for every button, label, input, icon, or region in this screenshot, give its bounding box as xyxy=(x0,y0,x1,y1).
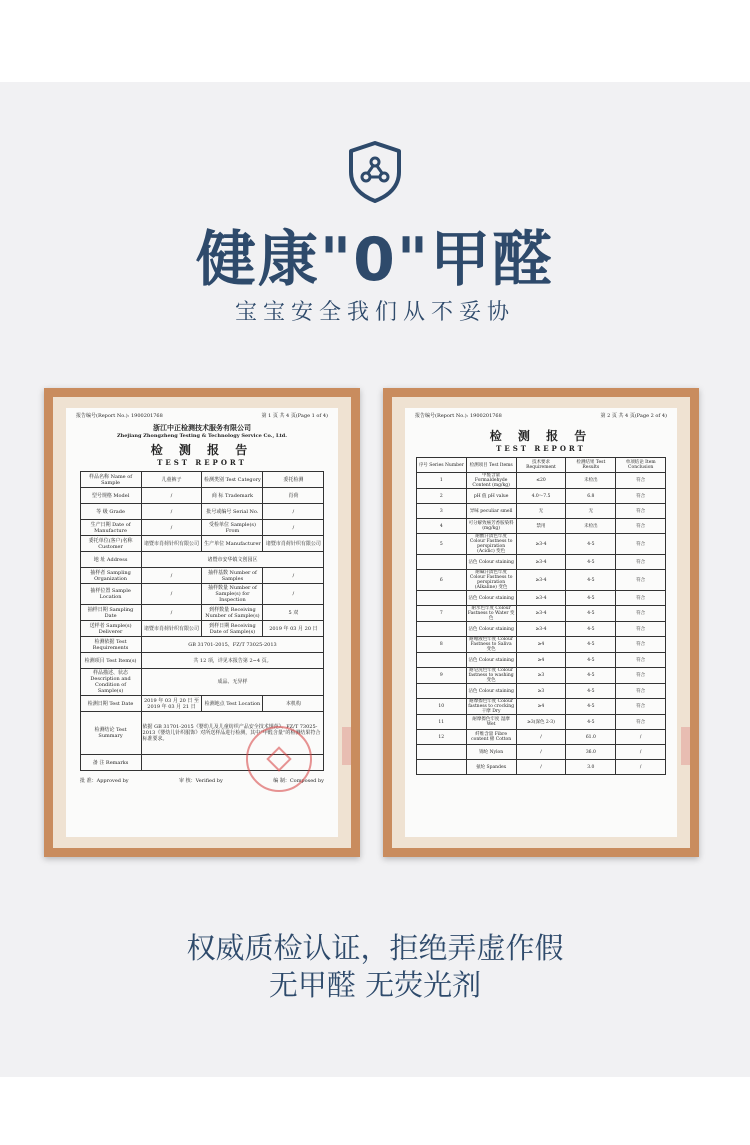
table-cell: 符合 xyxy=(616,591,666,606)
table-row xyxy=(416,745,665,760)
table-cell: ≥3-4 xyxy=(516,555,566,570)
table-cell: 商 标 Trademark xyxy=(202,488,263,504)
table-cell: 耐摩擦色牢度 湿摩 Wet xyxy=(466,715,516,730)
table-cell: 耐皂洗色牢度 Colour fastness to washing 变色 xyxy=(466,668,516,684)
table-row xyxy=(80,696,324,712)
table-cell: 委托单位(客户)名称 Customer xyxy=(80,536,141,552)
table-cell: 氨纶 Spandex xyxy=(466,760,516,775)
table-row xyxy=(80,637,324,653)
table-cell: 沾色 Colour staining xyxy=(466,653,516,668)
test-report-page-2 xyxy=(405,408,677,837)
table-cell: 抽样者 Sampling Organization xyxy=(80,568,141,584)
table-cell: 6.8 xyxy=(566,489,616,504)
table-cell: 4-5 xyxy=(566,684,616,699)
table-row xyxy=(80,520,324,536)
table-cell: 1 xyxy=(416,473,466,489)
table-cell xyxy=(416,760,466,775)
table-row xyxy=(416,760,665,775)
table-cell: 甲醛含量 Formaldehyde Content (mg/kg) xyxy=(466,473,516,489)
table-cell: / xyxy=(141,520,202,536)
table-cell: 沾色 Colour staining xyxy=(466,591,516,606)
table-cell: 抽样日期 Sampling Date xyxy=(80,605,141,621)
table-cell: 地 址 Address xyxy=(80,552,141,568)
table-cell: 6 xyxy=(416,570,466,591)
table-cell: 耐碱汗渍色牢度 Colour Fastness to perspiration (Alkaline) 变色 xyxy=(466,570,516,591)
page-number: 第 2 页 共 4 页(Page 2 of 4) xyxy=(600,413,667,419)
table-cell: 符合 xyxy=(616,473,666,489)
table-header-cell: 检测结果 Test Results xyxy=(566,458,616,473)
table-cell: / xyxy=(141,504,202,520)
table-cell xyxy=(416,555,466,570)
table-cell: 4-5 xyxy=(566,555,616,570)
report-header-line xyxy=(66,408,338,419)
table-cell: ≥3 xyxy=(516,668,566,684)
table-cell: 生产日期 Date of Manufacture xyxy=(80,520,141,536)
table-cell xyxy=(416,684,466,699)
table-cell: 符合 xyxy=(616,684,666,699)
table-cell: 3 xyxy=(416,504,466,519)
table-row xyxy=(416,519,665,534)
table-cell: 耐酸汗渍色牢度 Colour Fastness to perspiration (Acidic) 变色 xyxy=(466,534,516,555)
table-cell: 2019 年 03 月 20 日 xyxy=(263,621,324,637)
table-cell: 36.0 xyxy=(566,745,616,760)
table-row xyxy=(416,668,665,684)
table-cell: / xyxy=(263,584,324,605)
table-cell: / xyxy=(616,745,666,760)
table-cell: 4-5 xyxy=(566,715,616,730)
table-header-cell: 检测项目 Test Items xyxy=(466,458,516,473)
table-row xyxy=(80,488,324,504)
table-cell: ≥4 xyxy=(516,637,566,653)
table-cell: 符合 xyxy=(616,489,666,504)
table-cell: 样品描述、状态 Description and Condition of Sample(s) xyxy=(80,669,141,696)
table-cell: / xyxy=(141,605,202,621)
table-cell: 检测日期 Test Date xyxy=(80,696,141,712)
table-cell: 12 xyxy=(416,730,466,745)
table-cell: 符合 xyxy=(616,504,666,519)
table-cell: 4-5 xyxy=(566,534,616,555)
report-title-en: TEST REPORT xyxy=(496,444,586,453)
table-row xyxy=(80,669,324,696)
page-number: 第 1 页 共 4 页(Page 1 of 4) xyxy=(261,413,328,419)
table-cell: 本机构 xyxy=(263,696,324,712)
table-cell: 沾色 Colour staining xyxy=(466,684,516,699)
table-cell: 符合 xyxy=(616,622,666,637)
table-header-cell: 单项结论 Item Conclusion xyxy=(616,458,666,473)
organization-name-en: Zhejiang Zhongzheng Testing & Technology Service Co., Ltd. xyxy=(116,433,288,439)
table-cell xyxy=(416,653,466,668)
table-cell: 4-5 xyxy=(566,606,616,622)
table-row xyxy=(416,504,665,519)
organization-name: 浙江中正检测技术服务有限公司 xyxy=(153,423,251,432)
side-seal-stamp xyxy=(342,727,351,765)
table-row xyxy=(80,472,324,488)
table-cell: 诸暨市肖荷针织有限公司 xyxy=(263,536,324,552)
table-cell: 4-5 xyxy=(566,591,616,606)
table-row xyxy=(416,555,665,570)
table-cell: 成品、无异样 xyxy=(141,669,324,696)
table-cell: 沾色 Colour staining xyxy=(466,555,516,570)
table-row xyxy=(416,606,665,622)
table-cell: 到样数量 Receiving Number of Sample(s) xyxy=(202,605,263,621)
table-cell: ≥3-4 xyxy=(516,591,566,606)
table-cell: 5 xyxy=(416,534,466,555)
table-cell xyxy=(416,591,466,606)
frame-mat xyxy=(53,397,351,848)
product-claim: 无甲醛 无荧光剂 xyxy=(268,968,482,1002)
table-cell: 生产单位 Manufacturer xyxy=(202,536,263,552)
table-cell: 检测项目 Test Item(s) xyxy=(80,653,141,669)
table-cell xyxy=(416,622,466,637)
table-cell: / xyxy=(516,745,566,760)
table-cell: / xyxy=(616,760,666,775)
table-cell: 7 xyxy=(416,606,466,622)
table-cell: / xyxy=(141,568,202,584)
report-number: 报告编号(Report No.): 1900201768 xyxy=(76,413,163,419)
table-header-cell: 序号 Series Number xyxy=(416,458,466,473)
table-row xyxy=(416,637,665,653)
report-title: 检 测 报 告 xyxy=(489,429,593,443)
table-cell: ≥3-4 xyxy=(516,606,566,622)
table-row xyxy=(416,653,665,668)
table-cell: 无 xyxy=(566,504,616,519)
table-cell: 型号规格 Model xyxy=(80,488,141,504)
table-cell: ≥3-4 xyxy=(516,570,566,591)
table-cell: 符合 xyxy=(616,637,666,653)
table-row xyxy=(416,489,665,504)
table-cell: 耐摩擦色牢度 Colour fastness to crocking 干摩 Dry xyxy=(468,699,515,714)
table-cell: 到样日期 Receiving Date of Sample(s) xyxy=(202,621,263,637)
table-row xyxy=(80,536,324,552)
table-cell: 2 xyxy=(416,489,466,504)
table-row xyxy=(416,591,665,606)
table-cell: 符合 xyxy=(616,715,666,730)
table-cell: / xyxy=(141,488,202,504)
side-seal-stamp xyxy=(681,727,690,765)
table-row xyxy=(80,504,324,520)
report-title: 检 测 报 告 xyxy=(150,443,254,457)
table-row xyxy=(80,621,324,637)
table-cell: 8 xyxy=(416,637,466,653)
table-cell: 4-5 xyxy=(566,653,616,668)
table-cell: ≥4 xyxy=(516,653,566,668)
table-cell: 锦纶 Nylon xyxy=(466,745,516,760)
table-row xyxy=(416,730,665,745)
table-row xyxy=(80,653,324,669)
table-cell: 纤维含量 Fibre content 棉 Cotton xyxy=(466,730,516,745)
certificate-frame-left xyxy=(44,388,360,857)
report-summary-table xyxy=(80,471,325,771)
table-cell: 肖荷 xyxy=(263,488,324,504)
table-cell: 检测地点 Test Location xyxy=(202,696,263,712)
table-cell: 禁用 xyxy=(516,519,566,534)
table-cell: 沾色 Colour staining xyxy=(466,622,516,637)
table-row xyxy=(416,715,665,730)
table-row xyxy=(80,584,324,605)
shield-molecule-icon xyxy=(346,140,404,204)
table-cell: / xyxy=(263,504,324,520)
table-cell: / xyxy=(263,520,324,536)
table-cell: 4.0～7.5 xyxy=(516,489,566,504)
table-cell xyxy=(416,745,466,760)
table-cell: 检测类别 Test Category xyxy=(202,472,263,488)
test-report-page-1 xyxy=(66,408,338,837)
table-cell: 符合 xyxy=(616,653,666,668)
table-cell: pH 值 pH value xyxy=(466,489,516,504)
table-cell: 儿童裤子 xyxy=(141,472,202,488)
table-cell: 4-5 xyxy=(566,622,616,637)
table-row xyxy=(80,552,324,568)
table-cell: 符合 xyxy=(616,570,666,591)
table-cell: 批号或编号 Serial No. xyxy=(202,504,263,520)
table-cell: ≥4 xyxy=(516,699,566,715)
page-subtitle: 宝宝安全我们从不妥协 xyxy=(234,300,515,325)
test-results-table xyxy=(416,457,666,775)
table-cell: 异味 peculiar smell xyxy=(466,504,516,519)
table-cell: 未检出 xyxy=(566,519,616,534)
table-cell: 符合 xyxy=(616,555,666,570)
table-row xyxy=(416,684,665,699)
table-cell: 可分解致癌芳香胺染料 (mg/kg) xyxy=(466,519,516,534)
table-cell: 抽样基数 Number of Samples xyxy=(202,568,263,584)
verified-by: 审 核：Verified by xyxy=(179,778,223,784)
table-cell: 委托检测 xyxy=(263,472,324,488)
table-cell: 受检单位 Sample(s) From xyxy=(202,520,263,536)
table-cell: 4-5 xyxy=(566,699,616,715)
table-cell: 抽样位置 Sample Location xyxy=(80,584,141,605)
table-cell: 共 12 项，详见本报告第 2~4 页。 xyxy=(141,653,324,669)
table-cell: 符合 xyxy=(616,606,666,622)
report-number: 报告编号(Report No.): 1900201768 xyxy=(415,413,502,419)
approved-by: 批 准：Approved by xyxy=(80,778,129,784)
table-row xyxy=(416,622,665,637)
page-title: 健康"0"甲醛 xyxy=(195,225,555,295)
table-row xyxy=(416,534,665,555)
table-cell: 诸暨市安华镇文创园区 xyxy=(141,552,324,568)
table-cell: 样品名称 Name of Sample xyxy=(80,472,141,488)
certification-claim: 权威质检认证，拒绝弄虚作假 xyxy=(186,931,564,965)
report-header-line xyxy=(405,408,677,419)
table-cell: 等 级 Grade xyxy=(80,504,141,520)
table-cell: 未检出 xyxy=(566,473,616,489)
table-cell: 备 注 Remarks xyxy=(80,755,141,771)
table-cell: 诸暨市肖荷针织有限公司 xyxy=(141,536,202,552)
table-cell: 2019 年 03 月 20 日 至 2019 年 03 月 21 日 xyxy=(141,696,202,712)
table-cell: / xyxy=(516,760,566,775)
table-cell: / xyxy=(616,730,666,745)
table-cell: ≥3-4 xyxy=(516,534,566,555)
table-cell: 4 xyxy=(416,519,466,534)
table-cell: GB 31701-2015、FZ/T 73025-2013 xyxy=(141,637,324,653)
table-cell: 4-5 xyxy=(566,570,616,591)
table-cell: 5 双 xyxy=(263,605,324,621)
table-cell: 送样者 Sample(s) Deliverer xyxy=(80,621,141,637)
table-cell: 符合 xyxy=(616,519,666,534)
table-cell: 4-5 xyxy=(566,637,616,653)
table-cell: / xyxy=(516,730,566,745)
table-row xyxy=(416,699,665,715)
table-cell: 耐水色牢度 Colour Fastness to Water 变色 xyxy=(467,606,515,621)
table-row xyxy=(80,568,324,584)
table-cell: 无 xyxy=(516,504,566,519)
table-row xyxy=(80,605,324,621)
table-cell: 诸暨市肖荷针织有限公司 xyxy=(141,621,202,637)
table-cell: 符合 xyxy=(616,668,666,684)
table-cell: 符合 xyxy=(616,534,666,555)
table-cell: 10 xyxy=(416,699,466,715)
table-cell: 依据 GB 31701-2015《婴幼儿及儿童纺织产品安全技术规范》、FZ/T 73025-2013《婴幼儿针织服饰》对所送样品进行检测，其中“甲醛含量”的检测结果符合标准要求。 xyxy=(141,712,324,755)
frame-mat xyxy=(392,397,690,848)
table-cell: / xyxy=(263,568,324,584)
table-header-row xyxy=(416,458,665,473)
table-cell: 耐唾液色牢度 Colour Fastness to Saliva 变色 xyxy=(466,637,516,653)
table-cell: ≥3 xyxy=(516,684,566,699)
table-cell: 检测依据 Test Requirements xyxy=(80,637,141,653)
table-cell: 4-5 xyxy=(566,668,616,684)
table-cell: 61.0 xyxy=(566,730,616,745)
table-row xyxy=(416,570,665,591)
table-cell: 11 xyxy=(416,715,466,730)
table-cell: 抽样数量 Number of Sample(s) for Inspection xyxy=(202,584,263,605)
table-header-cell: 技术要求 Requirement xyxy=(516,458,566,473)
table-cell: ≥3-4 xyxy=(516,622,566,637)
official-seal-stamp xyxy=(246,726,312,792)
table-cell: ≤20 xyxy=(516,473,566,489)
table-row xyxy=(416,473,665,489)
table-cell: 9 xyxy=(416,668,466,684)
table-cell: ≥3(深色 2-3) xyxy=(516,715,566,730)
composed-by: 编 制：Composed by xyxy=(273,778,324,784)
table-cell: 符合 xyxy=(616,699,666,715)
table-cell: 检测结论 Test Summary xyxy=(80,712,141,755)
table-cell: 3.0 xyxy=(566,760,616,775)
certificate-frame-right xyxy=(383,388,699,857)
report-title-en: TEST REPORT xyxy=(157,458,247,467)
table-cell: / xyxy=(141,584,202,605)
